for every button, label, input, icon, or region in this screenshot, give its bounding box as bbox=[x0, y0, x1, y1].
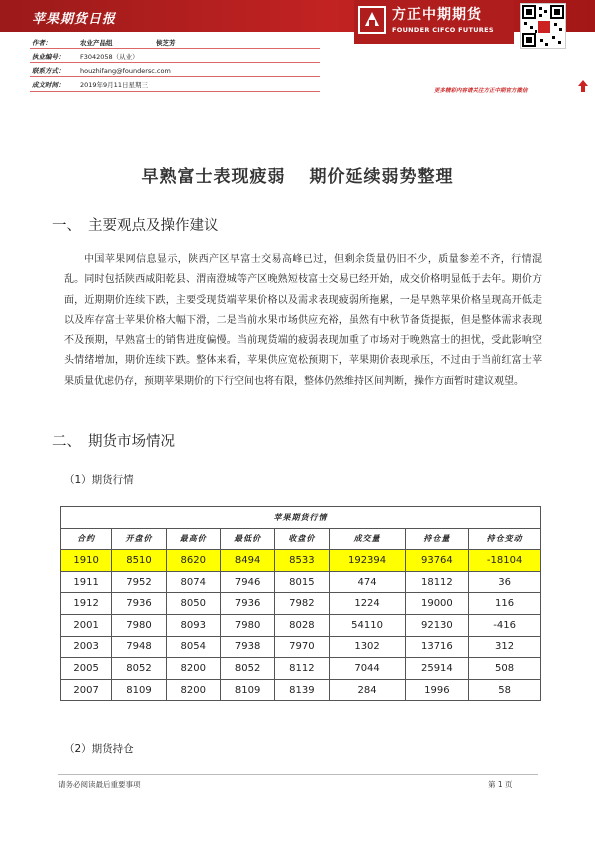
table-cell: 54110 bbox=[329, 614, 405, 636]
table-cell: 8533 bbox=[275, 550, 329, 572]
table-cell: 92130 bbox=[405, 614, 469, 636]
up-arrow-icon bbox=[578, 80, 588, 92]
table-cell: 58 bbox=[469, 679, 541, 701]
table-cell: 2005 bbox=[61, 658, 112, 680]
license-row bbox=[32, 52, 139, 61]
table-cell: 8050 bbox=[166, 593, 220, 615]
footer-disclaimer: 请务必阅读最后重要事项 bbox=[58, 780, 141, 789]
table-cell: 7980 bbox=[220, 614, 274, 636]
table-cell: 7948 bbox=[112, 636, 166, 658]
report-title bbox=[0, 162, 595, 187]
analysis-paragraph: 中国苹果网信息显示，陕西产区早富士交易高峰已过，但剩余货量仍旧不少，质量参差不齐，行情混乱。同时包括陕西咸阳乾县、渭南澄城等产区晚熟短枝富士交易已经开始，成交价格明显低于去年。期价方面，近期期价连续下跌，主要受现货端苹果价格以及需求表现疲弱所拖累，一是早熟苹果价格呈现高开低走以及库存富士苹果价格大幅下滑，二是当前水果市场供应充裕，虽然有中秋节备货提振，但是整体需求表现不及预期，早熟富士的销售进度偏慢。当前现货端的疲弱表现加重了市场对于晚熟富士的担忧，受此影响空头情绪增加，期价连续下跌。整体来看，苹果供应宽松预期下，苹果期价表现承压，不过由于当前红富士苹果质量优虑仍存，预期苹果期价的下行空间也将有限，整体仍然维持区间判断，操作方面暂时建议观望。 bbox=[64, 254, 542, 387]
page-number: 第 1 页 bbox=[488, 780, 513, 789]
table-cell: 116 bbox=[469, 593, 541, 615]
table-cell: 1912 bbox=[61, 593, 112, 615]
table-cell: 8093 bbox=[166, 614, 220, 636]
table-row bbox=[61, 593, 541, 615]
section-title: 期货市场情况 bbox=[88, 434, 175, 450]
table-cell: 7980 bbox=[112, 614, 166, 636]
date-value: 2019年9月11日星期三 bbox=[80, 81, 148, 89]
table-cell: 2007 bbox=[61, 679, 112, 701]
table-cell: 8109 bbox=[220, 679, 274, 701]
table-cell: 7044 bbox=[329, 658, 405, 680]
subsection-futures-positions: （2）期货持仓 bbox=[64, 743, 134, 755]
table-row bbox=[61, 614, 541, 636]
table-row bbox=[61, 571, 541, 593]
table-cell: 25914 bbox=[405, 658, 469, 680]
table-cell: 7938 bbox=[220, 636, 274, 658]
author-key: 作者： bbox=[32, 39, 52, 47]
contact-row bbox=[32, 66, 171, 75]
table-cell: 93764 bbox=[405, 550, 469, 572]
subsection-futures-quotes: （1）期货行情 bbox=[64, 474, 134, 486]
table-cell: 7936 bbox=[112, 593, 166, 615]
table-cell: 19000 bbox=[405, 593, 469, 615]
table-cell: 284 bbox=[329, 679, 405, 701]
section-title: 主要观点及操作建议 bbox=[88, 218, 219, 234]
table-cell: 8200 bbox=[166, 658, 220, 680]
author-name: 侯芝芳 bbox=[156, 39, 176, 47]
contact-key: 联系方式： bbox=[32, 67, 65, 75]
table-cell: 8054 bbox=[166, 636, 220, 658]
table-cell: 8139 bbox=[275, 679, 329, 701]
futures-quote-table bbox=[60, 506, 541, 701]
table-cell: 7936 bbox=[220, 593, 274, 615]
table-cell: 7982 bbox=[275, 593, 329, 615]
table-cell: 18112 bbox=[405, 571, 469, 593]
column-header: 最高价 bbox=[166, 528, 220, 550]
table-cell: 1996 bbox=[405, 679, 469, 701]
table-row bbox=[61, 550, 541, 572]
subscribe-text: 更多精彩内容请关注方正中期官方微信 bbox=[434, 88, 528, 94]
table-cell: 8494 bbox=[220, 550, 274, 572]
meta-divider bbox=[30, 91, 320, 92]
table-cell: 8052 bbox=[112, 658, 166, 680]
column-header: 最低价 bbox=[220, 528, 274, 550]
column-header: 合约 bbox=[61, 528, 112, 550]
column-header: 持仓变动 bbox=[469, 528, 541, 550]
table-cell: 8112 bbox=[275, 658, 329, 680]
report-header bbox=[0, 0, 595, 100]
author-row bbox=[32, 38, 176, 47]
table-cell: 8200 bbox=[166, 679, 220, 701]
table-cell: 7946 bbox=[220, 571, 274, 593]
section-heading-views bbox=[52, 214, 219, 235]
table-caption-row bbox=[61, 507, 541, 529]
meta-divider bbox=[30, 48, 320, 49]
date-row bbox=[32, 80, 148, 89]
table-cell: 13716 bbox=[405, 636, 469, 658]
table-row bbox=[61, 679, 541, 701]
title-left: 早熟富士表现疲弱 bbox=[141, 167, 286, 187]
company-logo bbox=[354, 0, 514, 44]
table-cell: 1911 bbox=[61, 571, 112, 593]
section-heading-market bbox=[52, 430, 175, 451]
logo-chinese: 方正中期期货 bbox=[392, 7, 482, 23]
table-cell: 8015 bbox=[275, 571, 329, 593]
contact-email[interactable]: houzhifang@foundersc.com bbox=[80, 67, 171, 75]
table-caption: 苹果期货行情 bbox=[61, 507, 541, 529]
table-cell: 192394 bbox=[329, 550, 405, 572]
table-cell: 2001 bbox=[61, 614, 112, 636]
footer-divider bbox=[58, 774, 538, 775]
license-key: 执业编号： bbox=[32, 53, 65, 61]
table-cell: 7970 bbox=[275, 636, 329, 658]
table-cell: 7952 bbox=[112, 571, 166, 593]
table-cell: 474 bbox=[329, 571, 405, 593]
column-header: 收盘价 bbox=[275, 528, 329, 550]
founder-logo-icon bbox=[358, 6, 386, 34]
table-cell: 508 bbox=[469, 658, 541, 680]
table-cell: 1910 bbox=[61, 550, 112, 572]
table-header-row bbox=[61, 528, 541, 550]
table-cell: 8052 bbox=[220, 658, 274, 680]
date-key: 成文时间： bbox=[32, 81, 65, 89]
table-cell: 1302 bbox=[329, 636, 405, 658]
license-value: F3042058（从业） bbox=[80, 53, 139, 61]
table-cell: 312 bbox=[469, 636, 541, 658]
table-row bbox=[61, 636, 541, 658]
table-cell: 8620 bbox=[166, 550, 220, 572]
table-cell: 8510 bbox=[112, 550, 166, 572]
column-header: 持仓量 bbox=[405, 528, 469, 550]
column-header: 成交量 bbox=[329, 528, 405, 550]
meta-divider bbox=[30, 76, 320, 77]
qr-seal-icon bbox=[537, 20, 551, 34]
qr-code-icon bbox=[520, 3, 566, 49]
section-number: 一、 bbox=[52, 218, 81, 234]
column-header: 开盘价 bbox=[112, 528, 166, 550]
table-cell: 36 bbox=[469, 571, 541, 593]
table-cell: 8074 bbox=[166, 571, 220, 593]
meta-divider bbox=[30, 62, 320, 63]
report-name: 苹果期货日报 bbox=[32, 12, 117, 27]
table-cell: 8109 bbox=[112, 679, 166, 701]
table-cell: -416 bbox=[469, 614, 541, 636]
table-cell: 2003 bbox=[61, 636, 112, 658]
table-body bbox=[61, 507, 541, 701]
title-right: 期价延续弱势整理 bbox=[309, 167, 454, 187]
author-team: 农业产品组 bbox=[80, 39, 113, 47]
table-row bbox=[61, 658, 541, 680]
table-cell: 8028 bbox=[275, 614, 329, 636]
section-number: 二、 bbox=[52, 434, 81, 450]
table-cell: -18104 bbox=[469, 550, 541, 572]
logo-english: FOUNDER CIFCO FUTURES bbox=[392, 26, 494, 34]
table-cell: 1224 bbox=[329, 593, 405, 615]
